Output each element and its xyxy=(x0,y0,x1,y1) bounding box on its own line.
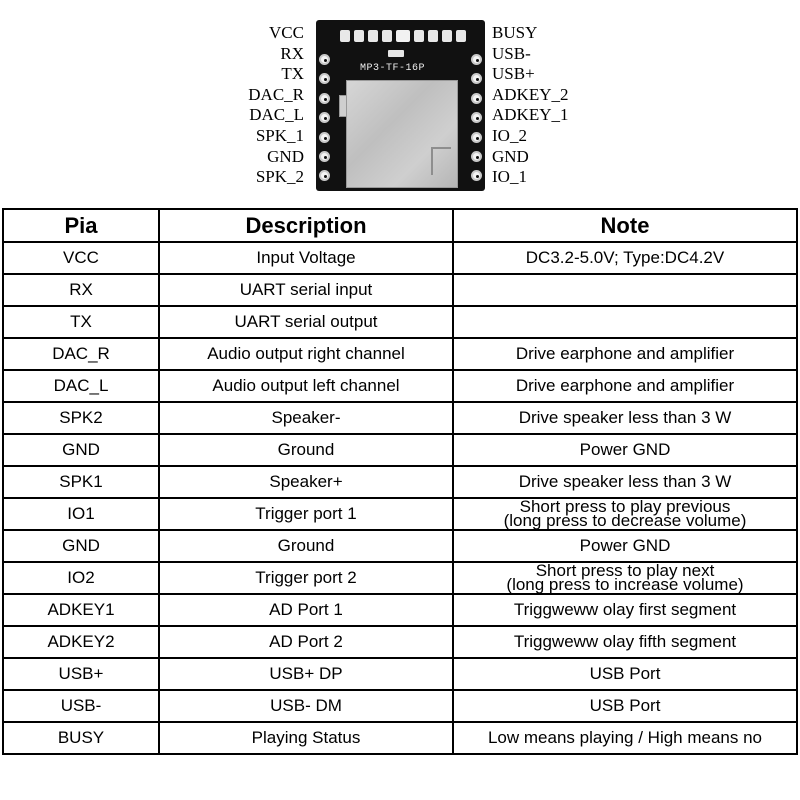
note-cell xyxy=(453,306,797,338)
pin-column-header: Pia xyxy=(3,209,159,242)
tf-card-slot xyxy=(346,80,458,188)
description-cell: UART serial output xyxy=(159,306,453,338)
table-row xyxy=(3,306,797,338)
description-cell: Audio output left channel xyxy=(159,370,453,402)
pin-label: USB- xyxy=(492,43,531,63)
description-cell: UART serial input xyxy=(159,274,453,306)
note-cell: Drive earphone and amplifier xyxy=(453,370,797,402)
table-row xyxy=(3,274,797,306)
note-cell: Triggweww olay first segment xyxy=(453,594,797,626)
pin-cell: SPK2 xyxy=(3,402,159,434)
table-row xyxy=(3,370,797,402)
pin-label: SPK_1 xyxy=(255,125,304,145)
table-row xyxy=(3,434,797,466)
table-row xyxy=(3,466,797,498)
note-cell xyxy=(453,498,797,530)
pin-cell: GND xyxy=(3,434,159,466)
pin-cell: IO2 xyxy=(3,562,159,594)
note-line: (long press to decrease volume) xyxy=(503,511,747,530)
mp3-module-board xyxy=(316,20,485,191)
left-header-pins xyxy=(319,54,330,190)
table-row xyxy=(3,690,797,722)
description-cell: Input Voltage xyxy=(159,242,453,274)
description-cell: Ground xyxy=(159,434,453,466)
description-cell: AD Port 1 xyxy=(159,594,453,626)
table-row xyxy=(3,562,797,594)
note-line: (long press to increase volume) xyxy=(506,575,744,594)
pin-label: GND xyxy=(267,146,304,166)
pin-cell: BUSY xyxy=(3,722,159,754)
note-line: Short press to play next xyxy=(535,561,715,580)
pin-cell: DAC_R xyxy=(3,338,159,370)
pin-label: ADKEY_1 xyxy=(492,105,569,125)
pin-cell: IO1 xyxy=(3,498,159,530)
description-cell: Ground xyxy=(159,530,453,562)
pin-label: BUSY xyxy=(492,23,538,42)
note-cell: DC3.2-5.0V; Type:DC4.2V xyxy=(453,242,797,274)
note-column-header: Note xyxy=(453,209,797,242)
pin-label: TX xyxy=(281,64,304,84)
description-cell: Trigger port 2 xyxy=(159,562,453,594)
pin-label: DAC_L xyxy=(249,105,304,125)
module-diagram xyxy=(0,0,800,200)
note-cell xyxy=(453,562,797,594)
right-header-pins xyxy=(471,54,482,190)
pin-label: DAC_R xyxy=(248,84,304,104)
pin-label: IO_2 xyxy=(492,125,527,145)
pin-label: IO_1 xyxy=(492,167,527,187)
note-cell: Drive speaker less than 3 W xyxy=(453,466,797,498)
pin-description-table xyxy=(2,208,798,755)
note-line: Short press to play previous xyxy=(519,497,731,516)
pin-cell: ADKEY1 xyxy=(3,594,159,626)
pin-label: VCC xyxy=(269,23,304,42)
description-cell: Playing Status xyxy=(159,722,453,754)
table-row xyxy=(3,594,797,626)
description-cell: USB+ DP xyxy=(159,658,453,690)
pin-cell: RX xyxy=(3,274,159,306)
description-cell: USB- DM xyxy=(159,690,453,722)
pin-label: USB+ xyxy=(492,64,535,84)
left-pin-labels xyxy=(248,23,304,188)
pin-cell: TX xyxy=(3,306,159,338)
table-row xyxy=(3,338,797,370)
pin-label: SPK_2 xyxy=(255,167,304,187)
note-cell: Drive speaker less than 3 W xyxy=(453,402,797,434)
pin-label: ADKEY_2 xyxy=(492,84,569,104)
right-pin-labels xyxy=(492,23,569,188)
description-cell: Trigger port 1 xyxy=(159,498,453,530)
pin-cell: ADKEY2 xyxy=(3,626,159,658)
note-cell: Triggweww olay fifth segment xyxy=(453,626,797,658)
table-row xyxy=(3,722,797,754)
table-row xyxy=(3,658,797,690)
pin-cell: USB- xyxy=(3,690,159,722)
note-cell: Power GND xyxy=(453,434,797,466)
pin-label: GND xyxy=(492,146,529,166)
description-cell: AD Port 2 xyxy=(159,626,453,658)
note-cell: Power GND xyxy=(453,530,797,562)
table-row xyxy=(3,530,797,562)
pin-cell: SPK1 xyxy=(3,466,159,498)
description-cell: Speaker+ xyxy=(159,466,453,498)
note-cell: Low means playing / High means no xyxy=(453,722,797,754)
table-row xyxy=(3,626,797,658)
pin-cell: VCC xyxy=(3,242,159,274)
table-header-row xyxy=(3,209,797,242)
board-silkscreen-label: MP3-TF-16P xyxy=(360,63,426,74)
top-pads xyxy=(340,30,466,42)
description-cell: Speaker- xyxy=(159,402,453,434)
note-cell: USB Port xyxy=(453,690,797,722)
table-row xyxy=(3,402,797,434)
smd-component xyxy=(388,50,404,57)
pin-cell: USB+ xyxy=(3,658,159,690)
note-cell: USB Port xyxy=(453,658,797,690)
table-row xyxy=(3,498,797,530)
description-cell: Audio output right channel xyxy=(159,338,453,370)
note-cell: Drive earphone and amplifier xyxy=(453,338,797,370)
pin-cell: DAC_L xyxy=(3,370,159,402)
pin-label: RX xyxy=(280,43,304,63)
description-column-header: Description xyxy=(159,209,453,242)
note-cell xyxy=(453,274,797,306)
pin-cell: GND xyxy=(3,530,159,562)
table-row xyxy=(3,242,797,274)
